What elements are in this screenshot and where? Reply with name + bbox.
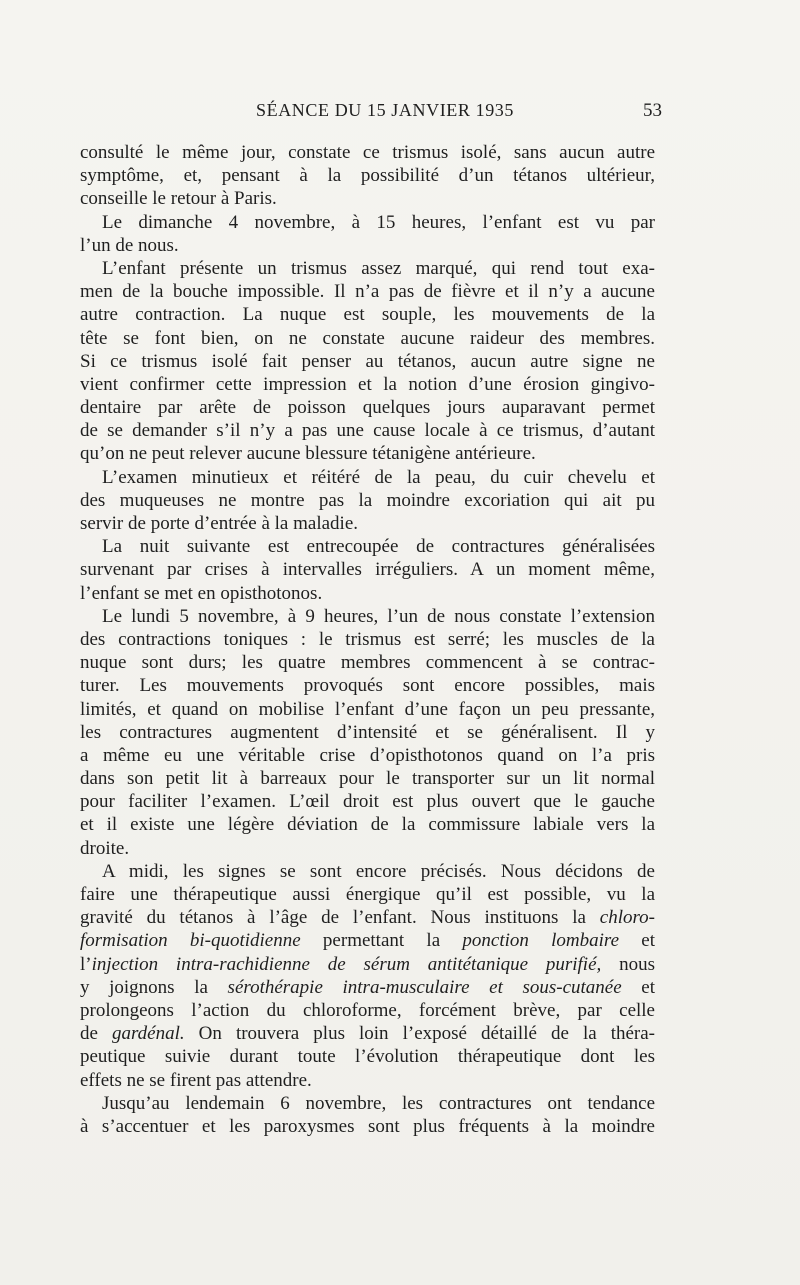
text-line: servir de porte d’entrée à la maladie.: [80, 513, 358, 534]
text-segment: l’: [80, 953, 92, 975]
text-line: Si ce trismus isolé fait penser au tétanos, aucun autre signe ne: [80, 350, 655, 372]
text-line: consulté le même jour, constate ce trismus isolé, sans aucun autre: [80, 142, 655, 163]
text-line: les contractures augmentent d’intensité et se généralisent. Il y: [80, 721, 655, 743]
text-line: dans son petit lit à barreaux pour le transporter sur un lit normal: [80, 768, 655, 790]
text-line: de se demander s’il n’y a pas une cause locale à ce trismus, d’autant: [80, 420, 655, 442]
text-line: à s’accentuer et les paroxysmes sont plus fréquents à la moindre: [80, 1115, 655, 1137]
text-segment: de: [80, 1023, 112, 1045]
text-line: A midi, les signes se sont encore précisés. Nous décidons de: [102, 860, 655, 882]
text-line: nuque sont durs; les quatre membres commencent à se contrac-: [80, 652, 655, 674]
italic-text-segment: gardénal.: [111, 1023, 185, 1045]
text-segment: et: [619, 930, 655, 952]
text-line: prolongeons l’action du chloroforme, forcément brève, par celle: [80, 999, 655, 1021]
text-line: men de la bouche impossible. Il n’a pas de fièvre et il n’y a aucune: [80, 281, 655, 303]
text-line: l’enfant se met en opisthotonos.: [80, 582, 323, 604]
text-line: symptôme, et, pensant à la possibilité d’un tétanos ultérieur,: [80, 165, 655, 187]
page-number: 53: [643, 100, 662, 121]
text-segment: et: [621, 976, 656, 998]
text-line: survenant par crises à intervalles irréguliers. A un moment même,: [80, 559, 655, 581]
text-line: Jusqu’au lendemain 6 novembre, les contractures ont tendance: [102, 1092, 655, 1114]
text-line: autre contraction. La nuque est souple, les mouvements de la: [80, 304, 655, 326]
text-line: des muqueuses ne montre pas la moindre excoriation qui ait pu: [80, 489, 655, 511]
text-segment: gravité du tétanos à l’âge de l’enfant. Nous instituons la: [80, 907, 600, 929]
text-segment: nous: [601, 953, 655, 975]
text-line: vient confirmer cette impression et la notion d’une érosion gingivo-: [80, 373, 655, 395]
text-line: La nuit suivante est entrecoupée de contractures généralisées: [102, 536, 655, 558]
italic-text-segment: chloro-: [599, 907, 655, 929]
text-line: turer. Les mouvements provoqués sont encore possibles, mais: [80, 675, 655, 697]
text-line: [80, 953, 655, 976]
text-line: [80, 929, 655, 952]
text-line: [80, 906, 655, 929]
text-line: effets ne se firent pas attendre.: [80, 1069, 312, 1091]
text-line: l’un de nous.: [80, 234, 179, 256]
text-line: qu’on ne peut relever aucune blessure tétanigène antérieure.: [80, 443, 536, 465]
text-line: limités, et quand on mobilise l’enfant d’une façon un peu pressante,: [80, 698, 655, 720]
italic-text-segment: ponction lombaire: [462, 930, 620, 952]
text-segment: y joignons la: [80, 976, 228, 998]
text-line: faire une thérapeutique aussi énergique qu’il est possible, vu la: [80, 884, 655, 905]
text-line: droite.: [80, 837, 130, 859]
page-header: [0, 100, 800, 130]
italic-text-segment: formisation bi-quotidienne: [80, 930, 301, 952]
running-head: SÉANCE DU 15 JANVIER 1935: [256, 100, 514, 120]
italic-text-segment: injection intra-rachidienne de sérum antitétanique purifié,: [91, 953, 602, 975]
text-segment: permettant la: [300, 930, 463, 952]
text-line: des contractions toniques : le trismus est serré; les muscles de la: [80, 628, 655, 650]
text-line: [80, 976, 655, 999]
text-line: conseille le retour à Paris.: [80, 188, 277, 210]
text-line: dentaire par arête de poisson quelques jours auparavant permet: [80, 397, 655, 419]
text-line: L’examen minutieux et réitéré de la peau, du cuir chevelu et: [102, 466, 655, 488]
text-line: L’enfant présente un trismus assez marqué, qui rend tout exa-: [102, 257, 655, 279]
text-line: Le lundi 5 novembre, à 9 heures, l’un de nous constate l’extension: [102, 605, 655, 627]
text-line: et il existe une légère déviation de la commissure labiale vers la: [80, 814, 655, 836]
text-line: [80, 1022, 655, 1045]
text-line: peutique suivie durant toute l’évolution thérapeutique dont les: [80, 1046, 655, 1068]
text-line: a même eu une véritable crise d’opisthotonos quand on l’a pris: [80, 744, 655, 766]
text-segment: On trouvera plus loin l’exposé détaillé de la théra-: [184, 1023, 655, 1045]
text-line: tête se font bien, on ne constate aucune raideur des membres.: [80, 327, 655, 349]
text-line: Le dimanche 4 novembre, à 15 heures, l’enfant est vu par: [102, 211, 655, 233]
body-text: [80, 141, 655, 1138]
text-line: pour faciliter l’examen. L’œil droit est plus ouvert que le gauche: [80, 791, 655, 813]
italic-text-segment: sérothérapie intra-musculaire et sous-cutanée: [227, 976, 622, 998]
